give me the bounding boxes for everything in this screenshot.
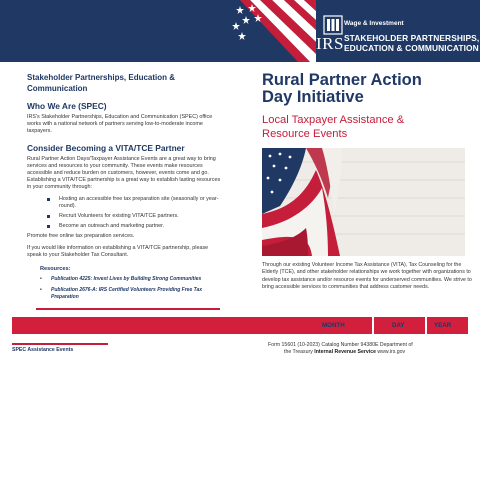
irs-website-link[interactable]: www.irs.gov xyxy=(375,349,406,355)
page-title-line: Day Initiative xyxy=(262,88,364,106)
partnership-bullets xyxy=(47,196,221,231)
bullet-item: Become an outreach and marketing partner. xyxy=(47,223,221,230)
resources-box xyxy=(36,262,220,310)
footer-rule xyxy=(12,343,108,345)
form-info-text: the Treasury xyxy=(284,349,315,355)
us-flag-graphic xyxy=(232,0,316,62)
event-date-bar xyxy=(12,317,468,334)
form-info xyxy=(268,342,468,356)
page-subtitle-line: Resource Events xyxy=(262,128,348,140)
bullet-item: Hosting an accessible free tax preparation site (seasonally or year-round). xyxy=(47,196,221,210)
left-column xyxy=(27,73,221,259)
form-info-agency: Internal Revenue Service xyxy=(314,349,376,355)
left-heading xyxy=(27,73,221,94)
footer-title: SPEC Assistance Events xyxy=(12,347,74,353)
month-label: MONTH xyxy=(322,322,345,329)
left-heading-line: Communication xyxy=(27,83,88,93)
resources-label: Resources: xyxy=(40,266,71,272)
resource-item[interactable]: • Publication 4225: Invest Lives by Building Strong Communities xyxy=(40,276,220,283)
page-subtitle-line: Local Taxpayer Assistance & xyxy=(262,114,405,126)
page-title xyxy=(262,72,462,106)
bullet-item: Recruit Volunteers for existing VITA/TCE partners. xyxy=(47,213,221,220)
left-heading-line: Stakeholder Partnerships, Education & xyxy=(27,73,176,82)
program-description: Through our existing Volunteer Income Tax Assistance (VITA), Tax Counseling for the Elderly (TCE), and other stakeholder relationships we work together with organizations to develop tax assistance and/or resource events for underserved communities. We strive to bring accessible services to communities that address customer needs. xyxy=(262,262,472,291)
year-label: YEAR xyxy=(434,322,452,329)
banner-title-line: STAKEHOLDER PARTNERSHIPS, xyxy=(344,33,480,43)
header-banner xyxy=(0,0,480,62)
page-title-line: Rural Partner Action xyxy=(262,71,422,89)
resource-item[interactable]: • Publication 2676-A: IRS Certified Volunteers Providing Free Tax Preparation xyxy=(40,287,220,301)
date-divider xyxy=(425,317,427,334)
promote-text: Promote free online tax preparation services. xyxy=(27,233,135,240)
flag-photo-art xyxy=(262,148,465,256)
consider-title: Consider Becoming a VITA/TCE Partner xyxy=(27,142,185,153)
consider-text: Rural Partner Action Days/Taxpayer Assistance Events are a great way to bring services and resources to your community. These events make resources accessible and reduce burden on customers, however, events come and go. Establishing a VITA/TCE partnership is a great way to establish lasting resources in your community through: xyxy=(27,155,221,191)
day-label: DAY xyxy=(392,322,405,329)
form-info-line xyxy=(268,349,468,356)
irs-logo-text: IRS xyxy=(316,34,344,53)
banner-title xyxy=(344,33,479,53)
page-subtitle xyxy=(262,113,462,141)
us-flag-photo xyxy=(262,148,465,256)
contact-text: If you would like information on establishing a VITA/TCE partnership, please speak to your Stakeholder Tax Consultant. xyxy=(27,244,209,258)
who-we-are-text: IRS's Stakeholder Partnerships, Education and Communication (SPEC) office works with a national network of partners serving low-to-moderate income taxpayers. xyxy=(27,114,213,135)
form-info-line: Form 15601 (10-2023) Catalog Number 94380E Department of xyxy=(268,342,413,348)
who-we-are-title: Who We Are (SPEC) xyxy=(27,101,107,111)
eagle-icon xyxy=(322,14,344,36)
banner-title-line: EDUCATION & COMMUNICATION xyxy=(344,43,479,53)
banner-kicker: Wage & Investment xyxy=(344,20,404,27)
date-divider xyxy=(372,317,374,334)
